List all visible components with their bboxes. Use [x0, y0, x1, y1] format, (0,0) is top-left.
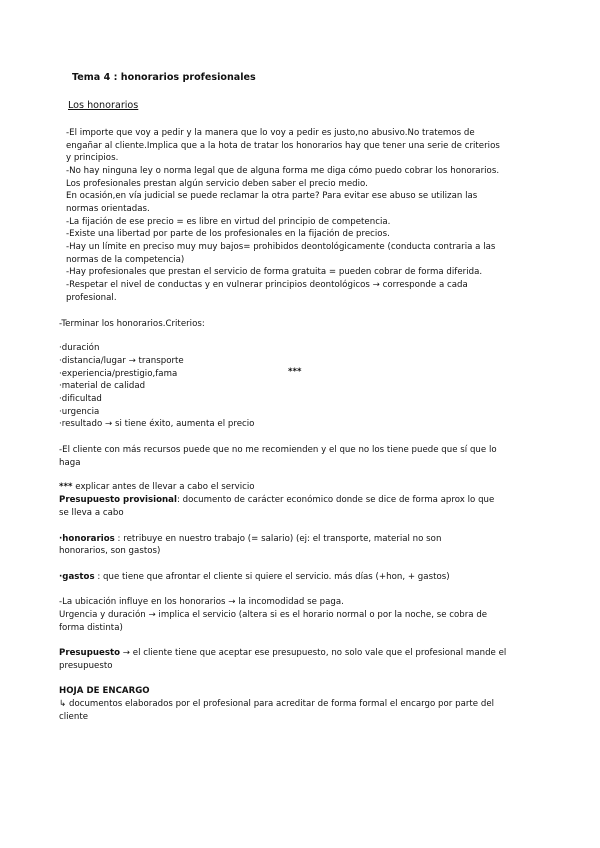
explain-line	[59, 481, 255, 494]
intro-line: y principios.	[66, 153, 119, 163]
intro-line: engañar al cliente.Implica que a la hota de tratar los honorarios hay que tener una serie de criterios	[66, 141, 500, 151]
presupuesto-line	[59, 647, 506, 660]
intro-line: -Existe una libertad por parte de los profesionales en la fijación de precios.	[66, 229, 390, 239]
presupuesto-provisional-text: : documento de carácter económico donde se dice de forma aprox lo que	[176, 495, 495, 505]
gastos-text: : que tiene que afrontar el cliente si quiere el servicio. más días (+hon, + gastos)	[94, 572, 450, 582]
gastos-term: ·gastos	[59, 572, 95, 582]
intro-line: Los profesionales prestan algún servicio deben saber el precio medio.	[66, 179, 368, 189]
hoja-line: cliente	[59, 712, 89, 722]
presupuesto-provisional-term: Presupuesto provisional	[59, 495, 177, 505]
criteria-item: ·material de calidad	[59, 381, 146, 391]
section-heading-honorarios: Los honorarios	[68, 100, 139, 111]
honorarios-definition-line	[59, 533, 441, 546]
honorarios-text: : retribuye en nuestro trabajo (= salario) (ej: el transporte, material no son	[114, 534, 442, 544]
honorarios-definition-line: honorarios, son gastos)	[59, 546, 161, 556]
criteria-item: ·dificultad	[59, 394, 102, 404]
presupuesto-term: Presupuesto	[59, 648, 121, 658]
client-line: -El cliente con más recursos puede que no me recomienden y el que no los tiene puede que sí que lo	[59, 445, 497, 455]
explain-stars: ***	[59, 482, 73, 492]
intro-line: -Hay profesionales que prestan el servicio de forma gratuita = pueden cobrar de forma diferida.	[66, 267, 483, 277]
criteria-item: ·distancia/lugar → transporte	[59, 356, 184, 366]
hoja-de-encargo-heading: HOJA DE ENCARGO	[59, 686, 150, 696]
criteria-item: ·urgencia	[59, 407, 100, 417]
ubicacion-line: -La ubicación influye en los honorarios → la incomodidad se paga.	[59, 597, 344, 607]
intro-line: normas orientadas.	[66, 204, 150, 214]
stars-note: ***	[288, 367, 302, 377]
ubicacion-line: forma distinta)	[59, 623, 123, 633]
intro-line: -El importe que voy a pedir y la manera que lo voy a pedir es justo,no abusivo.No tratemos de	[66, 128, 475, 138]
criteria-heading: -Terminar los honorarios.Criterios:	[59, 319, 205, 329]
honorarios-term: ·honorarios	[59, 534, 115, 544]
intro-line: -La fijación de ese precio = es libre en virtud del principio de competencia.	[66, 217, 391, 227]
intro-line: -Hay un límite en preciso muy muy bajos= prohibidos deontológicamente (conducta contraria a las	[66, 242, 496, 252]
client-line: haga	[59, 458, 81, 468]
document-title: Tema 4 : honorarios profesionales	[72, 72, 256, 83]
criteria-item: ·experiencia/prestigio,fama	[59, 369, 178, 379]
presupuesto-provisional-line: se lleva a cabo	[59, 508, 124, 518]
explain-text: explicar antes de llevar a cabo el servicio	[72, 482, 255, 492]
intro-line: profesional.	[66, 293, 117, 303]
presupuesto-line: presupuesto	[59, 661, 113, 671]
presupuesto-text: → el cliente tiene que aceptar ese presupuesto, no solo vale que el profesional mande el	[120, 648, 507, 658]
intro-line: -Respetar el nivel de conductas y en vulnerar principios deontológicos → corresponde a cada	[66, 280, 468, 290]
criteria-item: ·resultado → si tiene éxito, aumenta el precio	[59, 419, 255, 429]
gastos-definition-line	[59, 571, 450, 584]
ubicacion-line: Urgencia y duración → implica el servicio (altera si es el horario normal o por la noche, se cobra de	[59, 610, 488, 620]
presupuesto-provisional-line	[59, 494, 494, 507]
intro-line: En ocasión,en vía judicial se puede reclamar la otra parte? Para evitar ese abuso se utilizan las	[66, 191, 478, 201]
intro-line: -No hay ninguna ley o norma legal que de alguna forma me diga cómo puedo cobrar los honorarios.	[66, 166, 500, 176]
hoja-line: ↳ documentos elaborados por el profesional para acreditar de forma formal el encargo por parte del	[59, 699, 495, 709]
criteria-item: ·duración	[59, 343, 100, 353]
intro-line: normas de la competencia)	[66, 255, 185, 265]
